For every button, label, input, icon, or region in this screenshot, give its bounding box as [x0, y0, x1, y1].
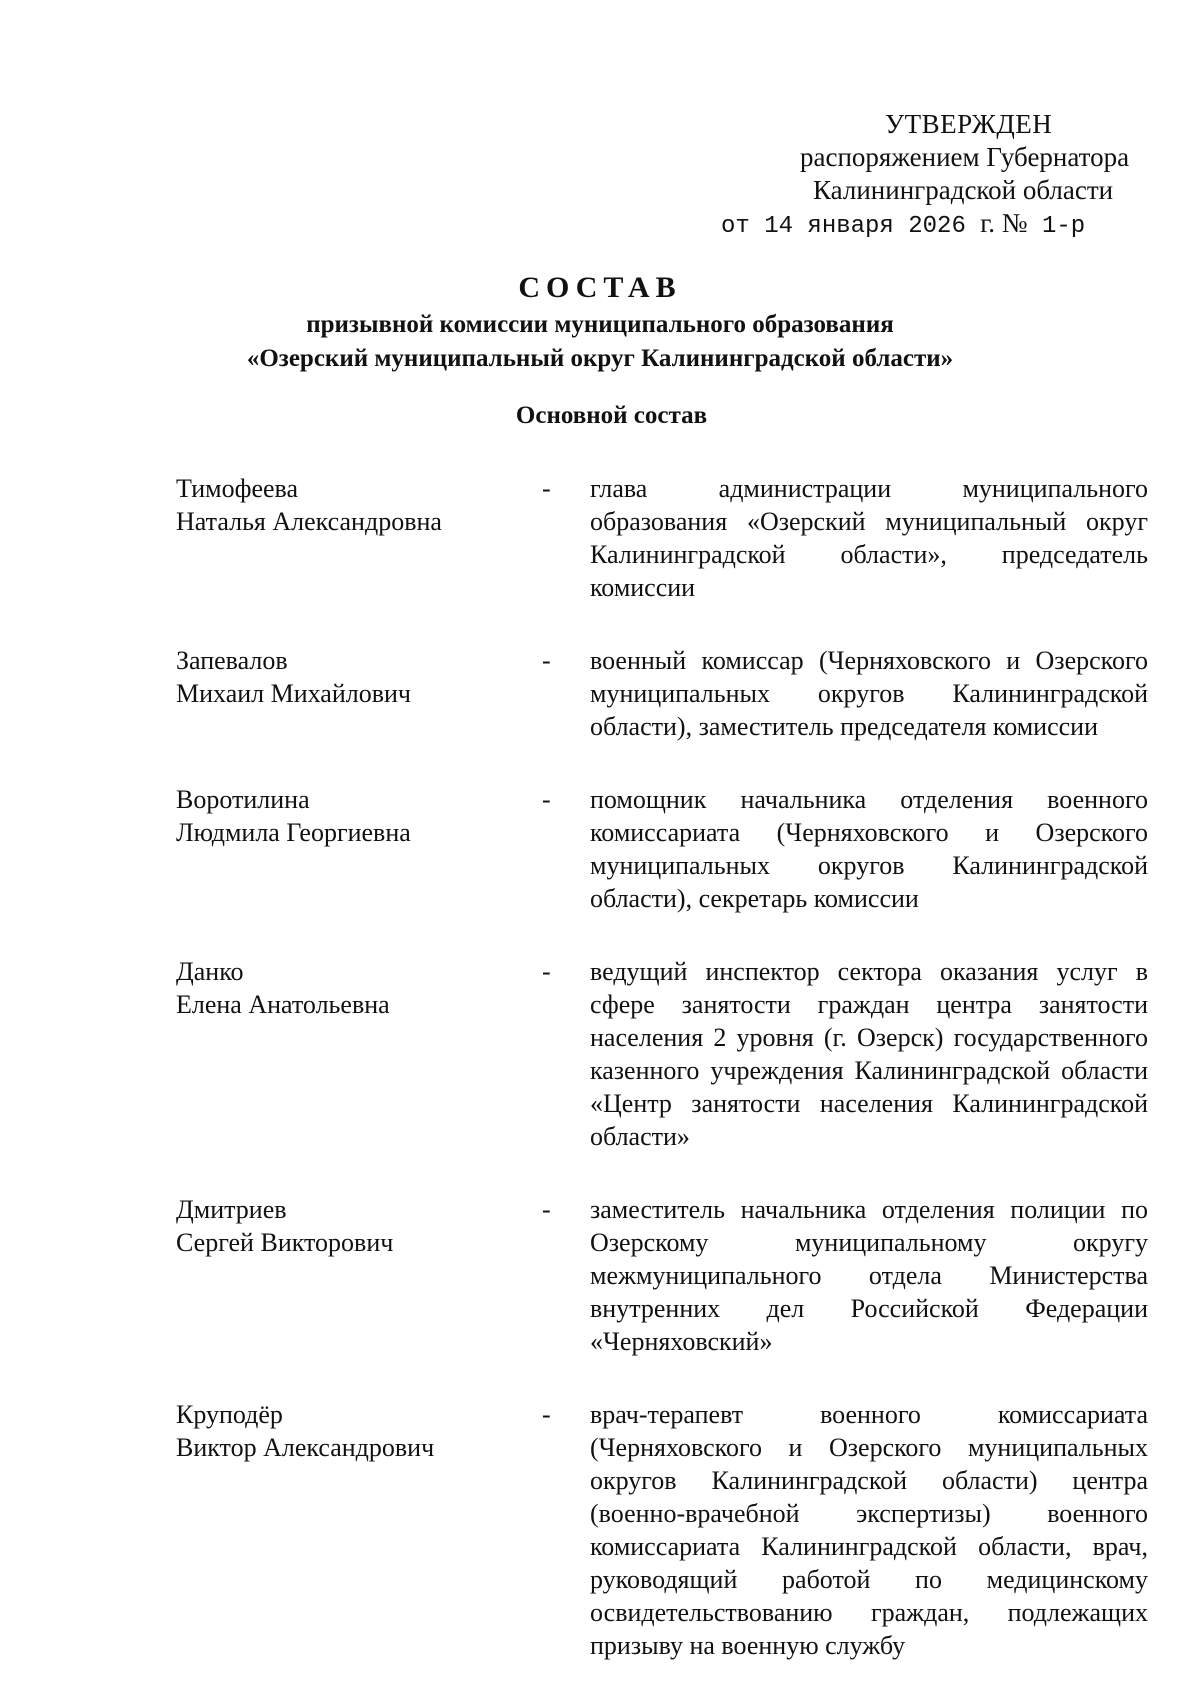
- member-surname: Дмитриев: [176, 1195, 287, 1224]
- member-row: [176, 783, 1148, 915]
- member-name: [176, 644, 542, 743]
- approval-region: Калининградской области: [813, 175, 1114, 205]
- member-surname: Воротилина: [176, 785, 310, 814]
- member-role: глава администрации муниципального образования «Озерский муниципальный округ Калининградской области», председатель комиссии: [590, 474, 1148, 602]
- document-title: [0, 268, 1200, 376]
- member-name: [176, 1193, 542, 1358]
- member-given-names: Елена Анатольевна: [176, 990, 390, 1019]
- member-row: [176, 1398, 1148, 1662]
- member-row: [176, 644, 1148, 743]
- member-name: [176, 955, 542, 1153]
- approval-number: 1-р: [1027, 213, 1086, 240]
- dash-separator: -: [542, 785, 551, 814]
- dash-separator: -: [542, 646, 551, 675]
- member-role: ведущий инспектор сектора оказания услуг в сфере занятости граждан центра занятости населения 2 уровня (г. Озерск) государственного казенного учреждения Калининградской области «Центр занятости населения Калининградской области»: [590, 957, 1148, 1151]
- approval-heading: УТВЕРЖДЕН: [885, 109, 1053, 139]
- member-given-names: Сергей Викторович: [176, 1228, 394, 1257]
- member-role: военный комиссар (Черняховского и Озерского муниципальных округов Калининградской области), заместитель председателя комиссии: [590, 646, 1148, 741]
- title-main: СОСТАВ: [518, 271, 682, 304]
- member-role: заместитель начальника отделения полиции по Озерскому муниципальному округу межмуниципального отдела Министерства внутренних дел Российской Федерации «Черняховский»: [590, 1195, 1148, 1356]
- title-sub-1: призывной комиссии муниципального образования: [306, 311, 894, 338]
- member-surname: Данко: [176, 957, 244, 986]
- member-row: [176, 472, 1148, 604]
- member-given-names: Михаил Михайлович: [176, 679, 412, 708]
- member-row: [176, 1193, 1148, 1358]
- section-title: Основной состав: [515, 402, 708, 429]
- dash-separator: -: [542, 957, 551, 986]
- member-surname: Тимофеева: [176, 474, 299, 503]
- member-surname: Круподёр: [176, 1400, 283, 1429]
- approval-date-number: [700, 207, 1160, 243]
- member-given-names: Виктор Александрович: [176, 1433, 435, 1462]
- dash-separator: -: [542, 474, 551, 503]
- member-name: [176, 783, 542, 915]
- title-sub-2: «Озерский муниципальный округ Калининградской области»: [246, 345, 954, 372]
- member-given-names: Наталья Александровна: [176, 507, 442, 536]
- member-given-names: Людмила Георгиевна: [176, 818, 411, 847]
- approval-date: от 14 января 2026: [721, 213, 966, 240]
- member-surname: Запевалов: [176, 646, 288, 675]
- member-row: [176, 955, 1148, 1153]
- member-name: [176, 1398, 542, 1662]
- dash-separator: -: [542, 1400, 551, 1429]
- member-role: врач-терапевт военного комиссариата (Черняховского и Озерского муниципальных округов Калининградской области) центра (военно-врачебной экспертизы) военного комиссариата Калининградской области, врач, руководящий работой по медицинскому освидетельствованию граждан, подлежащих призыву на военную службу: [590, 1400, 1148, 1660]
- approval-block: [700, 108, 1160, 243]
- approval-number-label: г. №: [980, 208, 1028, 238]
- member-role: помощник начальника отделения военного комиссариата (Черняховского и Озерского муниципальных округов Калининградской области), секретарь комиссии: [590, 785, 1148, 913]
- member-list: [176, 472, 1148, 1702]
- dash-separator: -: [542, 1195, 551, 1224]
- member-name: [176, 472, 542, 604]
- approval-issuer: распоряжением Губернатора: [800, 142, 1130, 172]
